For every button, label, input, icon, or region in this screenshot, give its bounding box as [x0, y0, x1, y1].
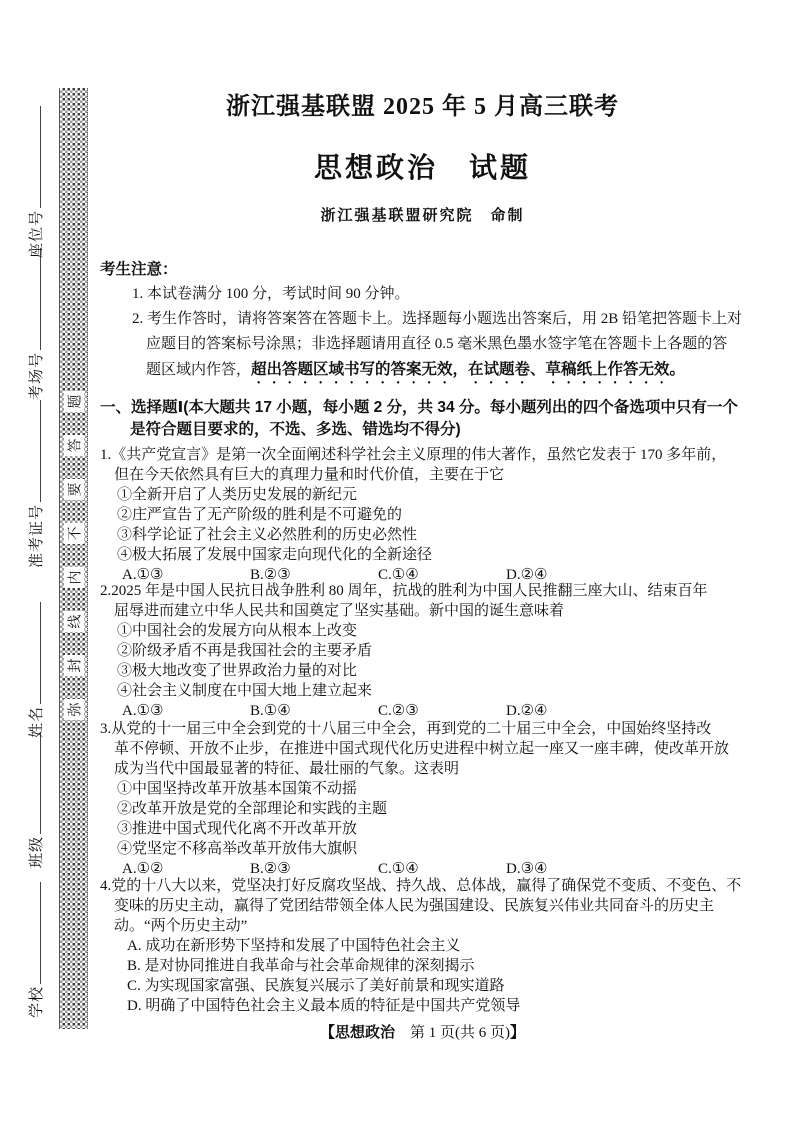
field-exam-room	[25, 248, 46, 400]
subject-title: 思想政治 试题	[313, 153, 531, 184]
seal-band-char: 答	[63, 435, 84, 456]
question-item: ②阶级矛盾不再是我国社会的主要矛盾	[117, 643, 373, 659]
seal-band-char: 弥	[63, 699, 84, 720]
field-blank-line	[27, 248, 41, 350]
footer-close-bracket: 】	[510, 1024, 526, 1041]
question-stem-line	[100, 581, 760, 601]
seal-margin-fields	[25, 112, 46, 1046]
seal-band-char: 线	[63, 611, 84, 632]
question-stem-line: 动。“两个历史主动”	[114, 918, 248, 934]
question-item: ①中国社会的发展方向从根本上改变	[117, 623, 358, 639]
field-label: 姓名	[29, 705, 45, 738]
seal-band-caption	[63, 391, 84, 720]
field-blank-line	[27, 882, 41, 984]
question-stem-line: 但在今天依然具有巨大的真理力量和时代价值，主要在于它	[114, 467, 505, 483]
field-school	[25, 882, 46, 1018]
notice-item-2-line-3	[100, 357, 794, 387]
notice-item-2-line-1: 2. 考生作答时，请将答案答在答题卡上。选择题每小题选出答案后，用 2B 铅笔把答题卡上对	[132, 311, 743, 327]
choice-a: A.①③	[122, 703, 164, 719]
stem-text: 从党的十一届三中全会到党的十八届三中全会，再到党的二十届三中全会，中国始终坚持改	[111, 721, 712, 737]
stem-text: 《共产党宣言》是第一次全面阐述科学社会主义原理的伟大著作，虽然它发表于 170 多年前，	[111, 447, 727, 463]
choice-c: C.②③	[378, 703, 419, 719]
question-stem-line: 变味的历史主动，赢得了党团结带领全体人民为强国建设、民族复兴伟业共同奋斗的历史主	[114, 898, 715, 914]
footer-page-number: 第 1 页(共 6 页)	[395, 1025, 510, 1041]
question-2	[100, 581, 760, 721]
field-blank-line	[27, 400, 41, 502]
field-label: 考场号	[29, 351, 45, 400]
choices-row	[100, 701, 760, 721]
stem-text: 党的十八大以来，党坚决打好反腐攻坚战、持久战、总体战，赢得了确保党不变质、不变色、不	[111, 878, 742, 894]
question-number: 3.	[100, 721, 112, 737]
field-label: 座位号	[29, 209, 45, 258]
section-heading-line-1: 一、选择题Ⅰ(本大题共 17 小题，每小题 2 分，共 34 分。每小题列出的四个备选项中只有一个	[100, 399, 738, 416]
question-item: ①全新开启了人类历史发展的新纪元	[117, 487, 358, 503]
seal-band-char: 要	[63, 479, 84, 500]
field-blank-line	[27, 602, 41, 704]
option-c: C. 为实现国家富强、民族复兴展示了美好前景和现实道路	[127, 978, 505, 994]
question-item: ④极大拓展了发展中国家走向现代化的全新途径	[117, 547, 433, 563]
question-stem-line: 成为当代中国最显著的特征、最壮丽的气象。这表明	[114, 761, 460, 777]
seal-band-char: 封	[63, 655, 84, 676]
question-stem-line: 革不停顿、开放不止步，在推进中国式现代化历史进程中树立起一座又一座丰碑，使改革开放	[114, 741, 730, 757]
notice-item-1: 1. 本试卷满分 100 分，考试时间 90 分钟。	[132, 286, 410, 302]
question-item: ③极大地改变了世界政治力量的对比	[117, 663, 358, 679]
issuer-line: 浙江强基联盟研究院 命制	[320, 207, 525, 224]
seal-band-char: 不	[63, 523, 84, 544]
field-label: 班级	[29, 835, 45, 868]
question-item: ④党坚定不移高举改革开放伟大旗帜	[117, 841, 358, 857]
footer-subject: 【思想政治	[319, 1024, 395, 1041]
question-stem-line: 屈辱进而建立中华人民共和国奠定了坚实基础。新中国的诞生意味着	[114, 603, 565, 619]
question-item: ①中国坚持改革开放基本国策不动摇	[117, 781, 358, 797]
question-number: 2.	[100, 583, 112, 599]
question-item: ②庄严宣告了无产阶级的胜利是不可避免的	[117, 507, 403, 523]
field-seat-number	[25, 106, 46, 258]
choice-b: B.②③	[250, 861, 291, 877]
seal-band	[59, 88, 88, 1029]
question-3	[100, 719, 760, 879]
question-1	[100, 445, 760, 585]
seal-band-char: 内	[63, 567, 84, 588]
question-item: ③推进中国式现代化离不开改革开放	[117, 821, 358, 837]
notice-title: 考生注意：	[100, 261, 178, 278]
page-footer	[100, 1021, 745, 1042]
option-b: B. 是对协同推进自我革命与社会革命规律的深刻揭示	[127, 958, 475, 974]
notice-emphasized-text: 超出答题区域书写的答案无效，在试题卷、草稿纸上作答无效。	[251, 361, 686, 378]
choice-d: D.②④	[506, 703, 548, 719]
exam-title: 浙江强基联盟 2025 年 5 月高三联考	[226, 94, 619, 120]
field-blank-line	[27, 106, 41, 208]
choice-a: A.①③	[122, 567, 164, 583]
question-number: 4.	[100, 878, 112, 894]
choice-c: C.①④	[378, 567, 419, 583]
notice-normal-text: 题区域内作答，	[146, 362, 252, 378]
choice-c: C.①④	[378, 861, 419, 877]
choice-b: B.②③	[250, 567, 291, 583]
question-4	[100, 876, 760, 1016]
question-stem-line	[100, 719, 760, 739]
stem-text: 2025 年是中国人民抗日战争胜利 80 周年，抗战的胜利为中国人民推翻三座大山、结束百年	[111, 583, 708, 599]
field-label: 学校	[29, 985, 45, 1018]
question-item: ④社会主义制度在中国大地上建立起来	[117, 683, 373, 699]
field-class	[25, 732, 46, 868]
question-number: 1.	[100, 447, 112, 463]
choice-a: A.①②	[122, 861, 164, 877]
field-admission-number	[25, 400, 46, 568]
choice-d: D.③④	[506, 861, 548, 877]
choice-d: D.②④	[506, 567, 548, 583]
question-stem-line	[100, 876, 760, 896]
option-d: D. 明确了中国特色社会主义最本质的特征是中国共产党领导	[127, 998, 521, 1014]
notice-item-2-line-2: 应题目的答案标号涂黑；非选择题请用直径 0.5 毫米黑色墨水签字笔在答题卡上各题的答	[146, 336, 728, 352]
option-a: A. 成功在新形势下坚持和发展了中国特色社会主义	[127, 938, 461, 954]
question-stem-line	[100, 445, 760, 465]
field-label: 准考证号	[29, 503, 45, 568]
question-item: ③科学论证了社会主义必然胜利的历史必然性	[117, 527, 418, 543]
question-item: ②改革开放是党的全部理论和实践的主题	[117, 801, 388, 817]
choice-b: B.①④	[250, 703, 291, 719]
seal-band-char: 题	[63, 391, 84, 412]
field-name	[25, 602, 46, 738]
section-heading-line-2: 是符合题目要求的，不选、多选、错选均不得分)	[130, 421, 461, 438]
field-blank-line	[27, 732, 41, 834]
